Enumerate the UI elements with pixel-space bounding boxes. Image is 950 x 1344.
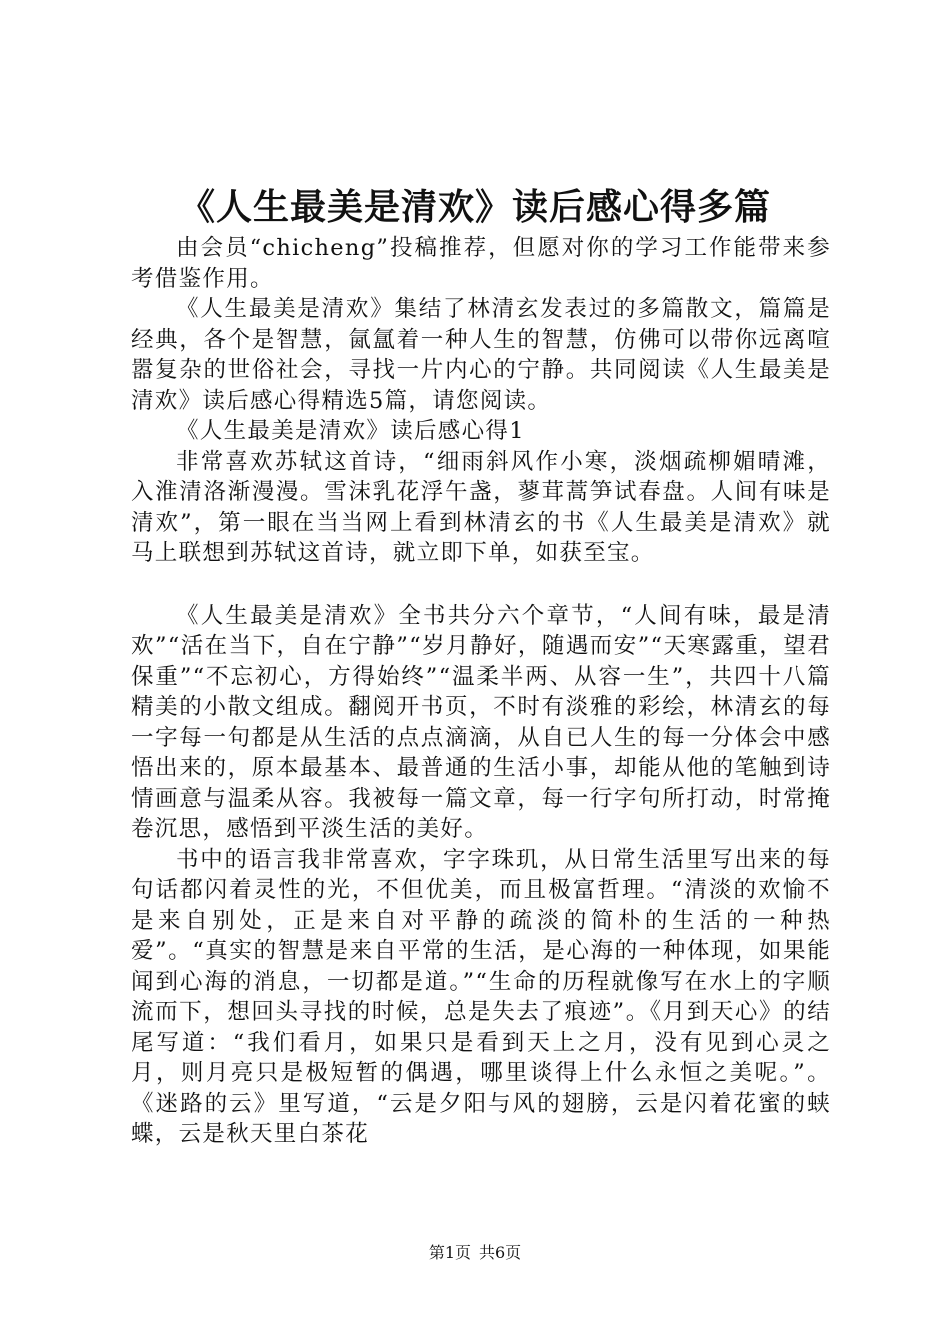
paragraph-summary: 《人生最美是清欢》集结了林清玄发表过的多篇散文，篇篇是经典，各个是智慧，氤氲着一种人生的智慧，仿佛可以带你远离喧嚣复杂的世俗社会，寻找一片内心的宁静。共同阅读《人生最美是清欢》读后感心得精选5篇，请您阅读。 bbox=[131, 296, 831, 414]
section-heading: 《人生最美是清欢》读后感心得1 bbox=[176, 418, 525, 444]
document-body bbox=[131, 233, 831, 1150]
paragraph-poem: 非常喜欢苏轼这首诗，“细雨斜风作小寒，淡烟疏柳媚晴滩，入淮清洛渐漫漫。雪沫乳花浮午盏，蓼茸蒿笋试春盘。人间有味是清欢”，第一眼在当当网上看到林清玄的书《人生最美是清欢》就马上联想到苏轼这首诗，就立即下单，如获至宝。 bbox=[131, 448, 831, 566]
document-title: 《人生最美是清欢》读后感心得多篇 bbox=[178, 186, 771, 228]
page-total: 共6页 bbox=[479, 1243, 522, 1262]
paragraph-intro: 由会员“chicheng”投稿推荐，但愿对你的学习工作能带来参考借鉴作用。 bbox=[131, 235, 831, 292]
paragraph-chapters: 《人生最美是清欢》全书共分六个章节，“人间有味，最是清欢”“活在当下，自在宁静”“岁月静好，随遇而安”“天寒露重，望君保重”“不忘初心，方得始终”“温柔半两、从容一生”，共四十八篇精美的小散文组成。翻阅开书页，不时有淡雅的彩绘，林清玄的每一字每一句都是从生活的点点滴滴，从自已人生的每一分体会中感悟出来的，原本最基本、最普通的生活小事，却能从他的笔触到诗情画意与温柔从容。我被每一篇文章，每一行字句所打动，时常掩卷沉思，感悟到平淡生活的美好。 bbox=[131, 602, 831, 842]
paragraph-language: 书中的语言我非常喜欢，字字珠玑，从日常生活里写出来的每句话都闪着灵性的光，不但优美，而且极富哲理。“清淡的欢愉不是来自别处，正是来自对平静的疏淡的简朴的生活的一种热爱”。“真实的智慧是来自平常的生活，是心海的一种体现，如果能闻到心海的消息，一切都是道。”“生命的历程就像写在水上的字顺流而下，想回头寻找的时候，总是失去了痕迹”。《月到天心》的结尾写道：“我们看月，如果只是看到天上之月，没有见到心灵之月，则月亮只是极短暂的偶遇，哪里谈得上什么永恒之美呢。”。《迷路的云》里写道，“云是夕阳与风的翅膀，云是闪着花蜜的蛱蝶，云是秋天里白茶花 bbox=[131, 846, 831, 1147]
page-footer bbox=[0, 1242, 950, 1264]
page-number: 第1页 bbox=[428, 1243, 471, 1262]
